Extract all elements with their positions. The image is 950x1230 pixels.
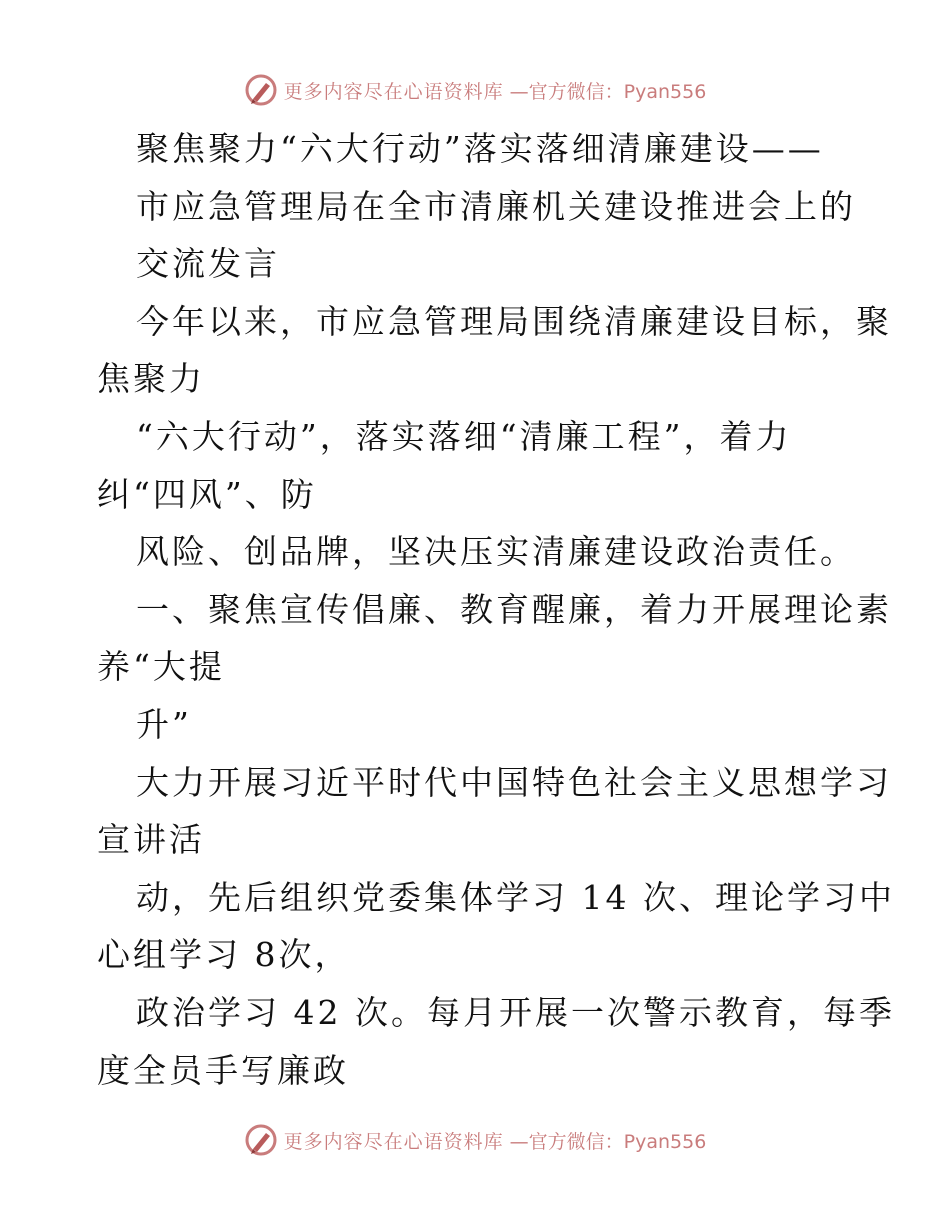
watermark-wechat: —官方微信：Pyan556: [509, 1130, 707, 1153]
doc-line: 养“大提: [97, 647, 225, 687]
doc-line: 动，先后组织党委集体学习 14 次、理论学习中: [136, 877, 895, 917]
document-body: [97, 120, 895, 1099]
doc-line: 焦聚力: [97, 359, 205, 399]
doc-line: 今年以来，市应急管理局围绕清廉建设目标，聚: [136, 301, 892, 341]
doc-line: 纠“四风”、防: [97, 474, 317, 514]
doc-line: 市应急管理局在全市清廉机关建设推进会上的: [136, 186, 856, 226]
watermark-wechat: —官方微信：Pyan556: [509, 80, 707, 103]
doc-line: “六大行动”，落实落细“清廉工程”，着力: [136, 416, 792, 456]
watermark-banner-bottom: [0, 1120, 950, 1160]
doc-line: 度全员手写廉政: [97, 1050, 349, 1090]
doc-line: 交流发言: [136, 244, 280, 284]
watermark-banner-top: [0, 70, 950, 110]
watermark-text: 更多内容尽在心语资料库: [283, 80, 504, 103]
pen-logo-icon: [244, 1123, 278, 1157]
doc-line: 一、聚焦宣传倡廉、教育醒廉，着力开展理论素: [136, 589, 892, 629]
doc-line: 聚焦聚力“六大行动”落实落细清廉建设——: [136, 129, 824, 168]
doc-line: 心组学习 8次，: [97, 935, 351, 975]
doc-line: 政治学习 42 次。每月开展一次警示教育，每季: [136, 992, 895, 1032]
doc-line: 风险、创品牌，坚决压实清廉建设政治责任。: [136, 532, 856, 572]
pen-logo-icon: [244, 73, 278, 107]
doc-line: 宣讲活: [97, 820, 205, 860]
watermark-text: 更多内容尽在心语资料库: [283, 1130, 504, 1153]
doc-line: 升”: [136, 704, 192, 744]
doc-line: 大力开展习近平时代中国特色社会主义思想学习: [136, 762, 892, 802]
